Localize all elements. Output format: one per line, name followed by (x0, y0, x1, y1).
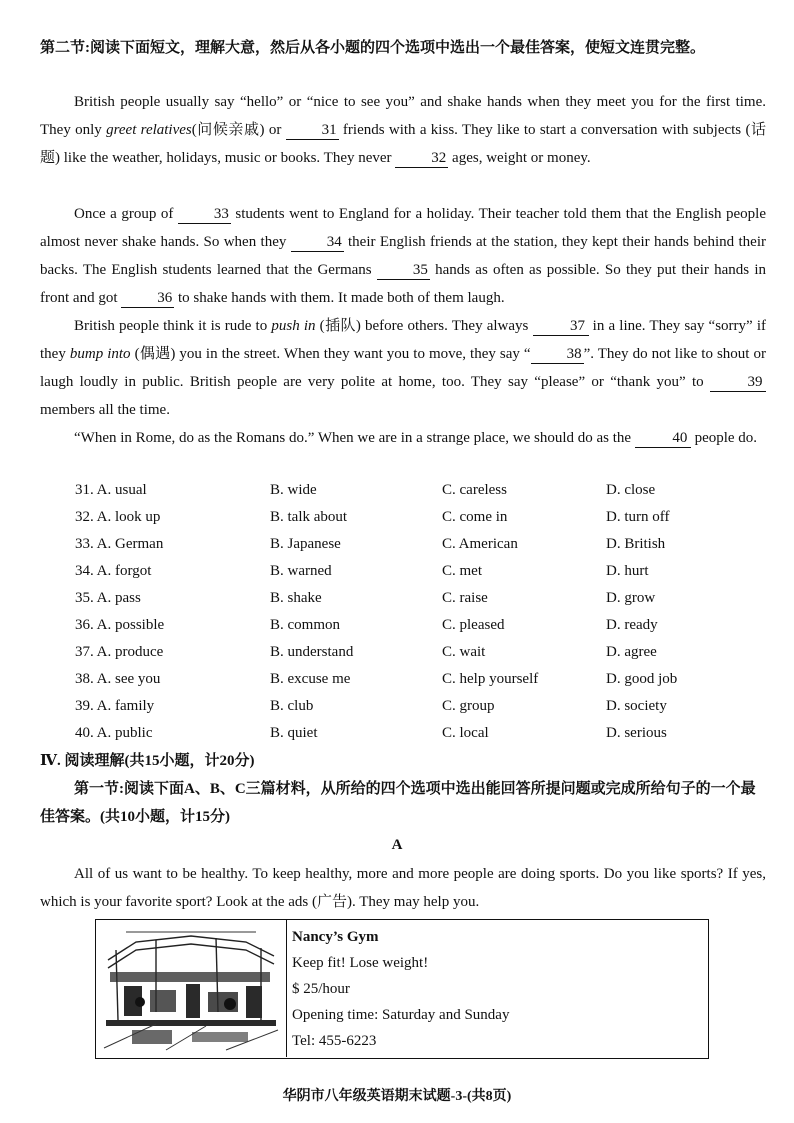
option-a[interactable]: 33. A. German (75, 536, 164, 552)
blank-32[interactable]: 32 (395, 149, 448, 168)
p1-text-a: British people usually say “hello” or “nice to see you” and shake hands when they meet you for the first time. They only (40, 94, 766, 138)
option-row-33 (0, 531, 794, 558)
p2-text-c: their English friends at the station, they kept their hands behind their backs. The English students learned that the Germans (40, 234, 766, 278)
option-d[interactable]: D. serious (606, 725, 667, 741)
p2-text-b: students went to England for a holiday. Their teacher told them that the English people almost never shake hands. So when they (40, 206, 766, 250)
option-a[interactable]: 31. A. usual (75, 482, 147, 498)
p3-text-e: ”. They do not like to shout or laugh loudly in public. British people are very polite at home, too. They say “please” or “thank you” to (40, 346, 766, 390)
blank-33[interactable]: 33 (178, 205, 231, 224)
option-d[interactable]: D. good job (606, 671, 678, 687)
option-row-40 (0, 720, 794, 747)
option-row-37 (0, 639, 794, 666)
gym-phone[interactable]: Tel: 455-6223 (292, 1033, 377, 1049)
option-a[interactable]: 40. A. public (75, 725, 153, 741)
gym-slogan: Keep fit! Lose weight! (292, 955, 429, 971)
p1-text-b: (问候亲戚) or (191, 122, 286, 138)
gym-ad-box (95, 919, 709, 1059)
p3-push-in: push in (271, 318, 316, 334)
p1-text-d: ages, weight or money. (448, 150, 591, 166)
p3-text-f: members all the time. (40, 402, 170, 418)
option-row-34 (0, 558, 794, 585)
option-b[interactable]: B. common (270, 617, 340, 633)
p4-text-b: people do. (690, 430, 758, 446)
option-c[interactable]: C. careless (442, 482, 507, 498)
option-b[interactable]: B. club (270, 698, 314, 714)
option-d[interactable]: D. grow (606, 590, 656, 606)
p2-text-a: Once a group of (74, 206, 178, 222)
option-a[interactable]: 34. A. forgot (75, 563, 152, 579)
option-b[interactable]: B. warned (270, 563, 332, 579)
part4-heading: Ⅳ. 阅读理解(共15小题，计20分) (40, 753, 255, 769)
passage-paragraph-4 (40, 424, 766, 452)
blank-38[interactable]: 38 (531, 345, 584, 364)
gym-photo-illustration (96, 920, 286, 1057)
passage-paragraph-1 (40, 88, 766, 172)
blank-34[interactable]: 34 (291, 233, 344, 252)
option-d[interactable]: D. society (606, 698, 667, 714)
blank-35[interactable]: 35 (377, 261, 430, 280)
gym-photo (96, 920, 287, 1057)
option-d[interactable]: D. ready (606, 617, 658, 633)
option-a[interactable]: 39. A. family (75, 698, 155, 714)
option-row-38 (0, 666, 794, 693)
passage-a-intro: All of us want to be healthy. To keep healthy, more and more people are doing sports. Do you like sports? If yes, which is your favorite sport? Look at the ads (广告). They may help you. (40, 866, 766, 910)
option-d[interactable]: D. agree (606, 644, 657, 660)
option-a[interactable]: 35. A. pass (75, 590, 141, 606)
section2-instruction: 第二节:阅读下面短文，理解大意，然后从各小题的四个选项中选出一个最佳答案，使短文连贯完整。 (40, 40, 705, 56)
p3-text-d: (偶遇) you in the street. When they want you to move, they say “ (130, 346, 531, 362)
passage-paragraph-2 (40, 200, 766, 312)
passage-a-letter: A (391, 837, 403, 853)
gym-name: Nancy’s Gym (292, 929, 379, 945)
option-b[interactable]: B. wide (270, 482, 317, 498)
option-c[interactable]: C. wait (442, 644, 486, 660)
blank-39[interactable]: 39 (710, 373, 766, 392)
option-b[interactable]: B. talk about (270, 509, 348, 525)
option-row-32 (0, 504, 794, 531)
option-c[interactable]: C. group (442, 698, 495, 714)
option-c[interactable]: C. local (442, 725, 489, 741)
option-d[interactable]: D. British (606, 536, 666, 552)
option-c[interactable]: C. come in (442, 509, 508, 525)
option-c[interactable]: C. help yourself (442, 671, 539, 687)
blank-36[interactable]: 36 (121, 289, 174, 308)
p2-text-d: hands as often as possible. So they put their hands in front and got (40, 262, 766, 306)
option-a[interactable]: 36. A. possible (75, 617, 165, 633)
option-row-31 (0, 477, 794, 504)
p2-text-e: to shake hands with them. It made both of them laugh. (174, 290, 505, 306)
option-d[interactable]: D. close (606, 482, 656, 498)
option-c[interactable]: C. met (442, 563, 482, 579)
p1-greet-relatives: greet relatives (106, 122, 192, 138)
p4-text-a: “When in Rome, do as the Romans do.” When we are in a strange place, we should do as the (74, 430, 635, 446)
gym-price: $ 25/hour (292, 981, 350, 997)
option-a[interactable]: 32. A. look up (75, 509, 161, 525)
p3-text-c: in a line. They say “sorry” if they (40, 318, 766, 362)
option-c[interactable]: C. pleased (442, 617, 505, 633)
option-a[interactable]: 38. A. see you (75, 671, 161, 687)
option-c[interactable]: C. American (442, 536, 518, 552)
option-b[interactable]: B. Japanese (270, 536, 341, 552)
gym-opening-time: Opening time: Saturday and Sunday (292, 1007, 510, 1023)
option-b[interactable]: B. excuse me (270, 671, 351, 687)
blank-40[interactable]: 40 (635, 429, 691, 448)
passage-paragraph-3 (40, 312, 766, 424)
p3-text-b: (插队) before others. They always (315, 318, 533, 334)
p3-text-a: British people think it is rude to (74, 318, 272, 334)
p1-text-c: friends with a kiss. They like to start a conversation with subjects (话题) like the weather, holidays, music or books. They never (40, 122, 766, 166)
option-b[interactable]: B. shake (270, 590, 322, 606)
option-a[interactable]: 37. A. produce (75, 644, 164, 660)
part4-instruction: 第一节:阅读下面A、B、C三篇材料，从所给的四个选项中选出能回答所提问题或完成所给句子的一个最佳答案。(共10小题，计15分) (40, 781, 756, 825)
option-row-39 (0, 693, 794, 720)
gym-ad-text (292, 924, 509, 1054)
option-row-35 (0, 585, 794, 612)
page-footer: 华阴市八年级英语期末试题-3-(共8页) (282, 1089, 512, 1104)
blank-31[interactable]: 31 (286, 121, 339, 140)
option-b[interactable]: B. quiet (270, 725, 318, 741)
option-c[interactable]: C. raise (442, 590, 488, 606)
option-row-36 (0, 612, 794, 639)
p3-bump-into: bump into (69, 346, 131, 362)
blank-37[interactable]: 37 (533, 317, 589, 336)
option-d[interactable]: D. turn off (606, 509, 670, 525)
option-b[interactable]: B. understand (270, 644, 354, 660)
option-d[interactable]: D. hurt (606, 563, 649, 579)
